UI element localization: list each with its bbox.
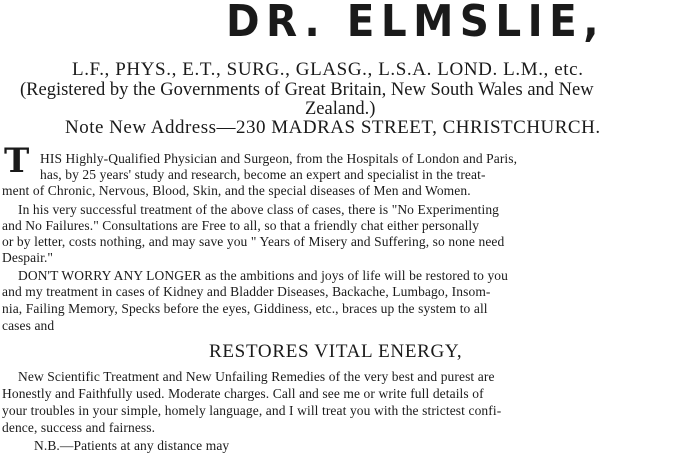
paragraph-3-line-3: nia, Failing Memory, Specks before the eyes, Giddiness, etc., braces up the system to all: [2, 301, 488, 316]
paragraph-3-line-1: DON'T WORRY ANY LONGER as the ambitions and joys of life will be restored to you: [18, 268, 509, 283]
advert-title: DR. ELMSLIE,: [226, 0, 606, 47]
paragraph-2-line-1: In his very successful treatment of the above class of cases, there is "No Experimenting: [18, 202, 500, 217]
paragraph-2-line-2: and No Failures." Consultations are Free to all, so that a friendly chat either personally: [2, 218, 480, 233]
drop-cap: T: [4, 141, 30, 181]
paragraph-4-line-3: your troubles in your simple, homely language, and I will treat you with the strictest confi-: [2, 403, 502, 418]
paragraph-3-line-4: cases and: [2, 318, 55, 333]
paragraph-4-line-2: Honestly and Faithfully used. Moderate charges. Call and see me or write full details of: [2, 386, 484, 401]
paragraph-1-line-2: has, by 25 years' study and research, become an expert and specialist in the treat-: [40, 167, 486, 182]
paragraph-3-line-2: and my treatment in cases of Kidney and Bladder Diseases, Backache, Lumbago, Insom-: [2, 284, 491, 299]
paragraph-2-line-4: Despair.": [2, 250, 54, 265]
section-heading: RESTORES VITAL ENERGY,: [209, 341, 463, 362]
paragraph-1-line-3: ment of Chronic, Nervous, Blood, Skin, and the special diseases of Men and Women.: [2, 183, 471, 198]
registration-line-1: (Registered by the Governments of Great Britain, New South Wales and New: [20, 80, 594, 100]
paragraph-2-line-3: or by letter, costs nothing, and may save you " Years of Misery and Suffering, so none need: [2, 234, 505, 249]
paragraph-5-line-1: N.B.—Patients at any distance may: [34, 438, 230, 453]
registration-line-2: Zealand.): [305, 99, 376, 119]
paragraph-1-line-1: HIS Highly-Qualified Physician and Surgeon, from the Hospitals of London and Paris,: [40, 151, 518, 166]
paragraph-4-line-4: dence, success and fairness.: [2, 420, 156, 435]
address-line: Note New Address—230 MADRAS STREET, CHRISTCHURCH.: [65, 117, 601, 138]
credentials-line: L.F., PHYS., E.T., SURG., GLASG., L.S.A. LOND. L.M., etc.: [72, 59, 584, 80]
paragraph-4-line-1: New Scientific Treatment and New Unfailing Remedies of the very best and purest are: [18, 369, 495, 384]
